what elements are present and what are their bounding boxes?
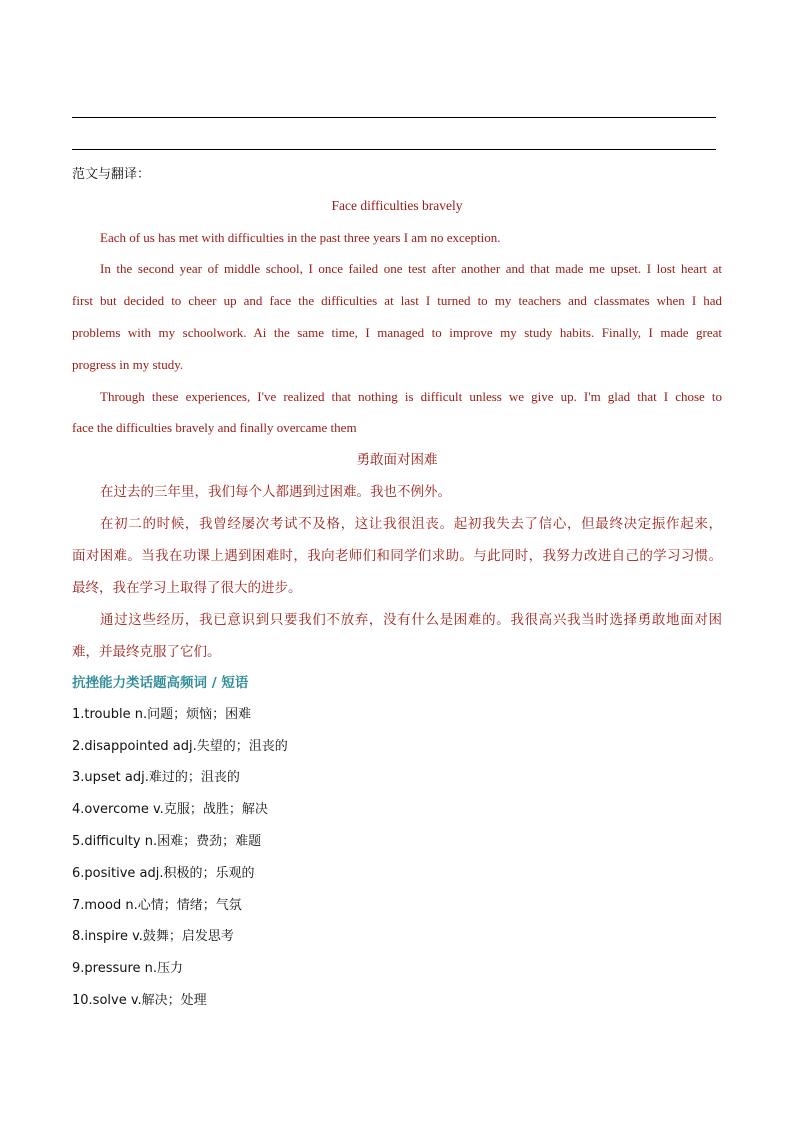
- vocab-item: 3.upset adj.难过的；沮丧的: [72, 770, 240, 785]
- essay-title: Face difficulties bravely: [331, 198, 463, 213]
- blank-writing-line-1: [72, 117, 716, 118]
- essay-line: Each of us has met with difficulties in the past three years I am no exception.: [100, 230, 501, 245]
- translation-line: 难，并最终克服了它们。: [72, 644, 221, 660]
- vocab-item: 6.positive adj.积极的；乐观的: [72, 866, 255, 881]
- vocab-item: 8.inspire v.鼓舞；启发思考: [72, 929, 234, 944]
- vocab-item: 9.pressure n.压力: [72, 961, 184, 976]
- blank-writing-line-2: [72, 149, 716, 150]
- essay-line: In the second year of middle school, I once failed one test after another and that made me upset. I lost heart at: [100, 261, 722, 276]
- vocab-item: 1.trouble n.问题；烦恼；困难: [72, 707, 252, 722]
- translation-line: 在过去的三年里，我们每个人都遇到过困难。我也不例外。: [100, 484, 451, 500]
- vocab-item: 4.overcome v.克服；战胜；解决: [72, 802, 268, 817]
- translation-line: 面对困难。当我在功课上遇到困难时，我向老师们和同学们求助。与此同时，我努力改进自己的学习习惯。: [72, 548, 722, 564]
- translation-line: 最终，我在学习上取得了很大的进步。: [72, 580, 302, 596]
- vocab-heading: 抗挫能力类话题高频词 / 短语: [72, 675, 249, 691]
- section-label: 范文与翻译：: [72, 167, 151, 182]
- essay-line: problems with my schoolwork. Ai the same time, I managed to improve my study habits. Finally, I made great: [72, 325, 722, 340]
- vocab-item: 5.difficulty n.困难；费劲；难题: [72, 834, 262, 849]
- essay-line: Through these experiences, I've realized that nothing is difficult unless we give up. I'm glad that I chose to: [100, 389, 722, 404]
- translation-line: 在初二的时候，我曾经屡次考试不及格，这让我很沮丧。起初我失去了信心，但最终决定振作起来，: [100, 516, 722, 532]
- essay-line: face the difficulties bravely and finally overcame them: [72, 420, 357, 435]
- essay-line: first but decided to cheer up and face the difficulties at last I turned to my teachers and classmates when I had: [72, 293, 722, 308]
- vocab-item: 10.solve v.解决；处理: [72, 993, 207, 1008]
- essay-line: progress in my study.: [72, 357, 184, 372]
- vocab-item: 7.mood n.心情；情绪；气氛: [72, 898, 242, 913]
- translation-line: 通过这些经历，我已意识到只要我们不放弃，没有什么是困难的。我很高兴我当时选择勇敢地面对困: [100, 612, 722, 628]
- translation-title: 勇敢面对困难: [356, 452, 438, 468]
- vocab-item: 2.disappointed adj.失望的；沮丧的: [72, 739, 288, 754]
